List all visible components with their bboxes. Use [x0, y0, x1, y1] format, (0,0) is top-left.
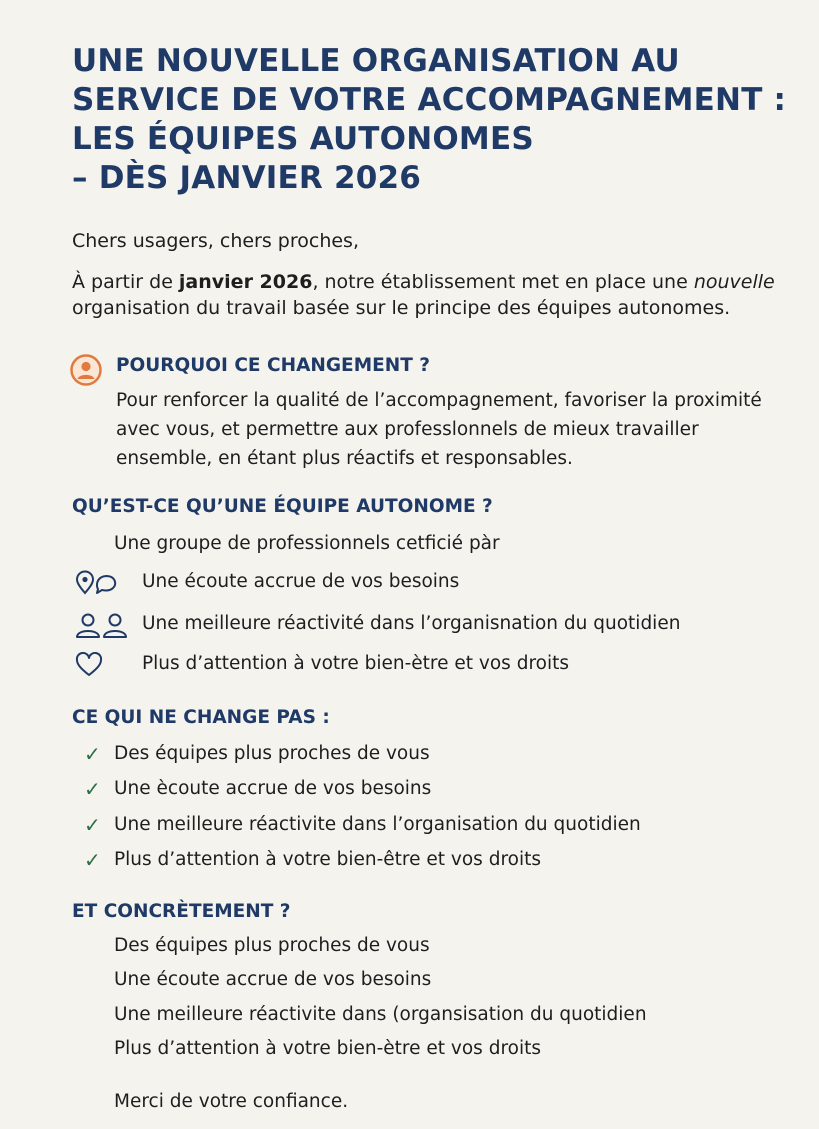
what-item-text: Plus d’attention à votre bien-ètre et vos droits [142, 653, 569, 674]
unchanged-item [84, 740, 784, 770]
intro-middle: , notre établissement met en place une [312, 271, 694, 293]
unchanged-item-text: Une meilleure réactivite dans l’organisation du quotidien [114, 814, 641, 835]
what-item [74, 568, 794, 598]
people-icon [74, 612, 130, 640]
what-subtitle: Une groupe de professionnels cetficié pàr [114, 533, 500, 554]
unchanged-item-text: Des équipes plus proches de vous [114, 743, 430, 764]
title-line: SERVICE DE VOTRE ACCOMPAGNEMENT : [72, 82, 787, 118]
intro-emphasis: nouvelle [693, 271, 775, 293]
intro-prefix: À partir de [72, 271, 179, 293]
intro-paragraph [72, 269, 802, 321]
what-item [74, 610, 794, 640]
greeting: Chers usagers, chers proches, [72, 230, 359, 252]
check-icon: ✓ [84, 742, 101, 766]
intro-date: janvier 2026 [178, 271, 313, 293]
what-item-text: Une meilleure réactivité dans l’organisnation du quotidien [142, 613, 681, 634]
location-chat-icon [74, 570, 130, 596]
why-line: avec vous, et permettre aux professlonnels de mieux travailler [116, 419, 699, 440]
title-line: LES ÉQUIPES AUTONOMES [72, 121, 534, 157]
concretely-item: Une meilleure réactivite dans (organsisation du quotidien [114, 1004, 647, 1025]
unchanged-item-text: Une ècoute accrue de vos besoins [114, 778, 432, 799]
why-line: ensemble, en étant plus réactifs et responsables. [116, 448, 573, 469]
concretely-item: Des équipes plus proches de vous [114, 935, 430, 956]
unchanged-item-text: Plus d’attention à votre bien-être et vos droits [114, 849, 541, 870]
why-heading: POURQUOI CE CHANGEMENT ? [116, 355, 431, 376]
closing-text: Merci de votre confiance. [114, 1091, 349, 1112]
unchanged-item [84, 811, 784, 841]
unchanged-heading: CE QUI NE CHANGE PAS : [72, 707, 330, 728]
title-line: UNE NOUVELLE ORGANISATION AU [72, 43, 680, 79]
why-paragraph [116, 386, 806, 473]
person-circle-icon [70, 354, 102, 386]
concretely-heading: ET CONCRÈTEMENT ? [72, 901, 291, 922]
check-icon: ✓ [84, 813, 101, 837]
why-line: Pour renforcer la qualité de l’accompagnement, favoriser la proximité [116, 390, 762, 411]
title-line: – DÈS JANVIER 2026 [72, 160, 422, 196]
check-icon: ✓ [84, 777, 101, 801]
check-icon: ✓ [84, 848, 101, 872]
intro-line-2: organisation du travail basée sur le principe des équipes autonomes. [72, 297, 731, 319]
intro-line-1 [72, 269, 802, 295]
what-item [74, 650, 794, 680]
concretely-item: Une écoute accrue de vos besoins [114, 969, 432, 990]
unchanged-item [84, 846, 784, 876]
what-heading: QU’EST-CE QU’UNE ÉQUIPE AUTONOME ? [72, 496, 493, 517]
heart-icon [74, 652, 104, 678]
what-item-text: Une écoute accrue de vos besoins [142, 571, 460, 592]
concretely-item: Plus d’attention à votre bien-ètre et vos droits [114, 1038, 541, 1059]
page-title [72, 42, 792, 198]
unchanged-item [84, 775, 784, 805]
